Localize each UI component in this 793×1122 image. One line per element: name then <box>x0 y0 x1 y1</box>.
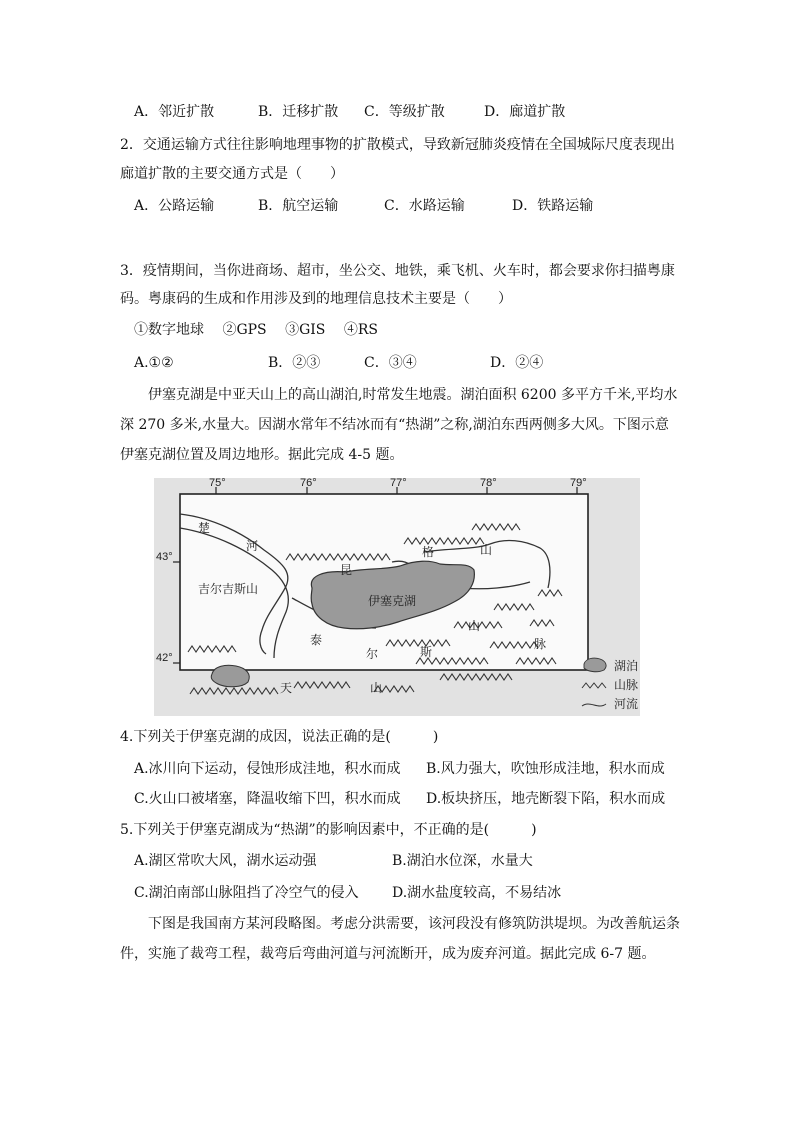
range-tian-char1: 天 <box>280 681 293 695</box>
range-north-char3: 山 <box>480 543 493 557</box>
lon-label-77: 77° <box>390 478 407 489</box>
range-south-char5: 脉 <box>534 637 547 651</box>
q2-stem-line1: 2．交通运输方式往往影响地理事物的扩散模式，导致新冠肺炎疫情在全国城际尺度表现出 <box>120 137 675 153</box>
q5-option-d: D.湖水盐度较高，不易结冰 <box>392 885 562 901</box>
map-legend <box>582 658 638 711</box>
lon-label-79: 79° <box>570 478 587 489</box>
q2-option-c: C．水路运输 <box>384 198 465 214</box>
passage2-line1: 下图是我国南方某河段略图。考虑分洪需要，该河段没有修筑防洪堤坝。为改善航运条 <box>148 916 680 932</box>
river-label-chu: 楚 <box>198 521 211 535</box>
region-label: 吉尔吉斯山 <box>198 582 259 596</box>
q1-option-c: C．等级扩散 <box>364 104 445 120</box>
range-north-char2: 格 <box>422 545 435 559</box>
q1-option-b: B．迁移扩散 <box>258 104 339 120</box>
q1-option-d: D．廊道扩散 <box>484 104 566 120</box>
legend-river-symbol <box>582 704 606 706</box>
issyk-kul-map <box>154 478 640 716</box>
range-tian-char2: 山 <box>370 681 383 695</box>
lat-label-42: 42° <box>156 652 173 664</box>
legend-mountain-label: 山脉 <box>614 678 639 692</box>
q5-option-b: B.湖泊水位深，水量大 <box>392 853 533 869</box>
q2-option-b: B．航空运输 <box>258 198 339 214</box>
q4-option-b: B.风力强大，吹蚀形成洼地，积水而成 <box>426 761 665 777</box>
q3-option-d: D．②④ <box>490 355 544 371</box>
q3-stem-line2: 码。粤康码的生成和作用涉及到的地理信息技术主要是（ ） <box>120 291 512 307</box>
lat-label-43: 43° <box>156 551 173 563</box>
q3-option-a: A.①② <box>134 355 174 371</box>
legend-lake-symbol <box>584 658 606 672</box>
q2-stem-line2: 廊道扩散的主要交通方式是（ ） <box>120 166 344 182</box>
lon-label-75: 75° <box>209 478 226 489</box>
legend-river-label: 河流 <box>614 697 639 711</box>
q3-items: ①数字地球 ②GPS ③GIS ④RS <box>134 322 378 338</box>
q4-option-c: C.火山口被堵塞，降温收缩下凹，积水而成 <box>134 791 401 807</box>
lon-label-76: 76° <box>300 478 317 489</box>
passage2-line2: 件，实施了裁弯工程，裁弯后弯曲河道与河流断开，成为废弃河道。据此完成 6-7 题。 <box>120 946 656 962</box>
q5-option-c: C.湖泊南部山脉阻挡了冷空气的侵入 <box>134 885 359 901</box>
q4-stem: 4.下列关于伊塞克湖的成因，说法正确的是( ) <box>120 729 439 745</box>
range-south-char4: 山 <box>468 619 481 633</box>
range-north-char1: 昆 <box>340 563 353 577</box>
q3-option-c: C．③④ <box>364 355 417 371</box>
q3-option-b: B．②③ <box>268 355 321 371</box>
q5-stem: 5.下列关于伊塞克湖成为“热湖”的影响因素中，不正确的是( ) <box>120 822 537 838</box>
passage1-line2: 深 270 多米,水量大。因湖水常年不结冰而有“热湖”之称,湖泊东西两侧多大风。下图示意 <box>120 417 669 433</box>
range-south-char1: 泰 <box>310 633 323 647</box>
small-lake-shape <box>211 665 249 687</box>
q4-option-d: D.板块挤压，地壳断裂下陷，积水而成 <box>426 791 666 807</box>
legend-mountain-symbol <box>582 683 606 688</box>
q3-stem-line1: 3．疫情期间，当你进商场、超市，坐公交、地铁，乘飞机、火车时，都会要求你扫描粤康 <box>120 263 675 279</box>
lake-label: 伊塞克湖 <box>368 594 417 608</box>
lon-label-78: 78° <box>480 478 497 489</box>
river-label-he: 河 <box>246 539 259 553</box>
q1-option-a: A．邻近扩散 <box>134 104 215 120</box>
q2-option-d: D．铁路运输 <box>512 198 594 214</box>
range-south-char3: 斯 <box>420 645 433 659</box>
q4-option-a: A.冰川向下运动，侵蚀形成洼地，积水而成 <box>134 761 401 777</box>
passage1-line3: 伊塞克湖位置及周边地形。据此完成 4-5 题。 <box>120 447 404 463</box>
q5-option-a: A.湖区常吹大风，湖水运动强 <box>134 853 317 869</box>
q2-option-a: A．公路运输 <box>134 198 215 214</box>
passage1-line1: 伊塞克湖是中亚天山上的高山湖泊,时常发生地震。湖泊面积 6200 多平方千米,平均水 <box>148 387 678 403</box>
legend-lake-label: 湖泊 <box>614 659 639 673</box>
range-south-char2: 尔 <box>366 647 379 661</box>
